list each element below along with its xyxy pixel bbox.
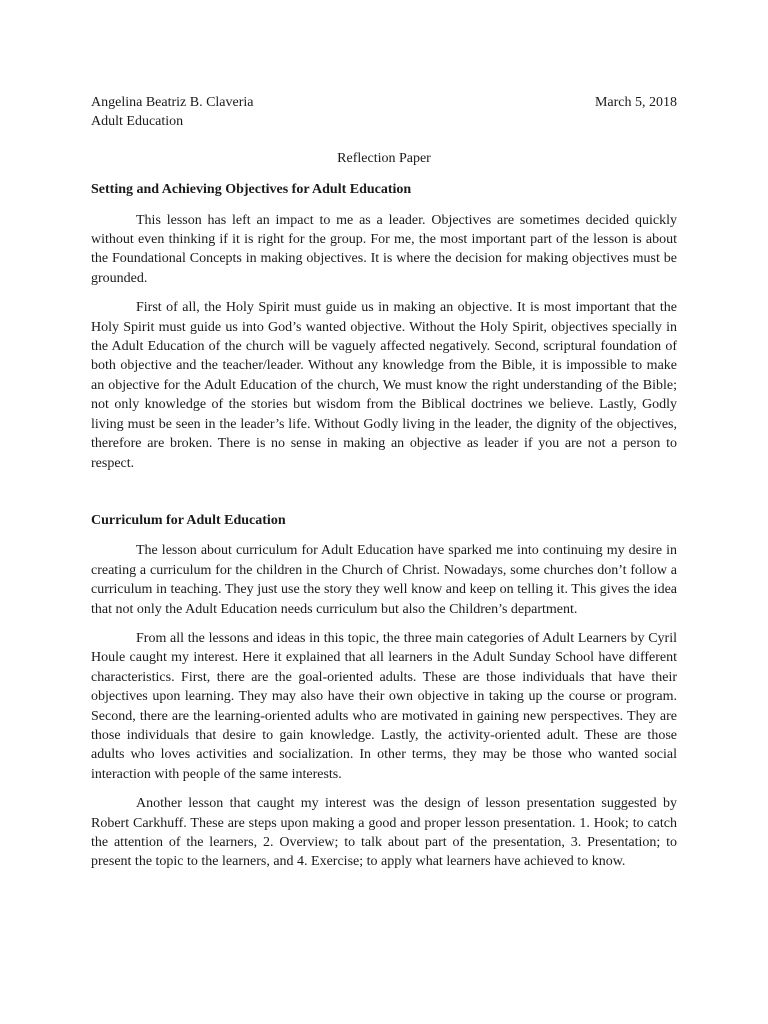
author-name: Angelina Beatriz B. Claveria <box>91 95 254 110</box>
paper-type: Reflection Paper <box>337 150 431 166</box>
document-date: March 5, 2018 <box>594 95 677 110</box>
section-title-objectives: Setting and Achieving Objectives for Adult Education <box>91 182 412 198</box>
paragraph: First of all, the Holy Spirit must guide us in making an objective. It is most important that the Holy Spirit must guide us into God’s wanted objective. Without the Holy Spirit, objectives specially in the Adult Education of the church will be vaguely affected negatively. Second, scriptural foundation of both objective and the teacher/leader. Without any knowledge from the Bible, it is impossible to make an objective for the Adult Education of the church, We must know the right understanding of the Bible; not only knowledge of the stories but wisdom from the Biblical doctrines we believe. Lastly, Godly living must be seen in the leader’s life. Without Godly living in the leader, the dignity of the objectives, therefore are broken. There is no sense in making an objective as leader if you are not a person to respect. <box>91 300 677 471</box>
section-title-curriculum: Curriculum for Adult Education <box>91 512 286 528</box>
paragraph: The lesson about curriculum for Adult Education have sparked me into continuing my desire in creating a curriculum for the children in the Church of Christ. Nowadays, some churches don’t follow a curriculum in teaching. They just use the story they well know and keep on telling it. This gives the idea that not only the Adult Education needs curriculum but also the Children’s department. <box>91 543 677 617</box>
course-name: Adult Education <box>91 114 184 130</box>
header-row <box>91 93 677 112</box>
paragraph: This lesson has left an impact to me as a leader. Objectives are sometimes decided quickly without even thinking if it is right for the group. For me, the most important part of the lesson is about the Foundational Concepts in making objectives. It is where the decision for making objectives must be grounded. <box>91 212 677 286</box>
paragraph: From all the lessons and ideas in this topic, the three main categories of Adult Learners by Cyril Houle caught my interest. Here it explained that all learners in the Adult Sunday School have different characteristics. First, there are the goal-oriented adults. These are those individuals that have their objectives upon learning. They may also have their own objective in taking up the course or program. Second, there are the learning-oriented adults who are motivated in gaining new perspectives. They are those individuals that desire to gain knowledge. Lastly, the activity-oriented adult. These are those adults who loves activities and socialization. In other terms, they may be those who wanted social interaction with people of the same interests. <box>91 630 677 782</box>
paragraph: Another lesson that caught my interest was the design of lesson presentation suggested by Robert Carkhuff. These are steps upon making a good and proper lesson presentation. 1. Hook; to catch the attention of the learners, 2. Overview; to talk about part of the presentation, 3. Presentation; to present the topic to the learners, and 4. Exercise; to apply what learners have achieved to know. <box>91 796 677 870</box>
